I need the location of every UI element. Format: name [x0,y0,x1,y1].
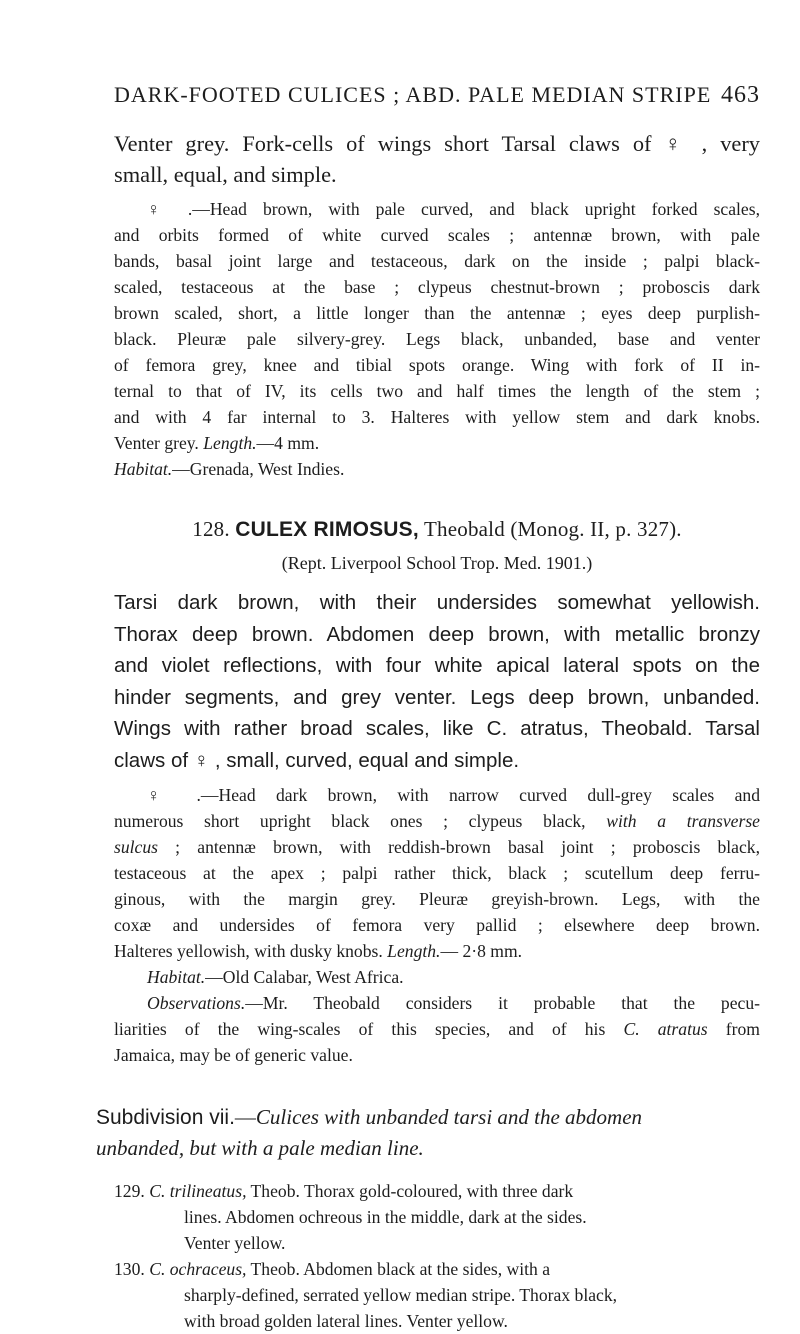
text-line [114,990,760,1016]
text-line: and orbits formed of white curved scales ; antennæ brown, with pale [114,225,760,245]
female-description-2 [114,782,760,1068]
species-reference: (Rept. Liverpool School Trop. Med. 1901.) [281,553,593,573]
text-line: ♀ .—Head dark brown, with narrow curved dull-grey scales and [147,785,760,805]
running-head [114,82,760,118]
text-line: sharply-defined, serrated yellow median stripe. Thorax black, [184,1285,618,1305]
text-line: black. Pleuræ pale silvery-grey. Legs black, unbanded, base and venter [114,329,760,349]
length-label: Length. [387,941,441,961]
text-line [114,834,760,860]
species-name: CULEX RIMOSUS, [235,518,419,541]
subdivision-title: Culices with unbanded tarsi and the abdomen [255,1105,643,1129]
observations-label: Observations. [147,993,246,1013]
text-line: claws of ♀ , small, curved, equal and simple. [114,748,520,772]
text-line: brown scaled, short, a little longer than the antennæ ; eyes deep purplish- [114,303,760,323]
habitat-label: Habitat. [147,967,206,987]
italic-run: with a transverse [606,811,760,831]
page-number: 463 [721,82,760,108]
text-line: of femora grey, knee and tibial spots orange. Wing with fork of II in- [114,355,760,375]
species-number: 128. [192,517,230,541]
text-line: hinder segments, and grey venter. Legs deep brown, unbanded. [114,685,760,709]
text-line: Jamaica, may be of generic value. [114,1045,353,1065]
text-line: testaceous at the apex ; palpi rather thick, black ; scutellum deep ferru- [114,863,760,883]
text-line [114,808,760,834]
text-line: ♀ .—Head brown, with pale curved, and black upright forked scales, [147,199,760,219]
text-line [114,1016,760,1042]
text-line [114,938,760,964]
item-number: 130. [114,1259,145,1279]
species-heading-128 [114,512,760,547]
running-head-title: DARK-FOOTED CULICES ; ABD. PALE MEDIAN STRIPE [114,82,712,107]
text-run: numerous short upright black ones ; clypeus black, [114,811,607,831]
text-line [96,1133,760,1164]
text-line: Venter yellow. [184,1233,286,1253]
italic-run: C. atratus [623,1019,708,1039]
text-run: Halteres yellowish, with dusky knobs. [114,941,388,961]
text-line: Tarsi dark brown, with their undersides somewhat yellowish. [114,591,760,614]
species-authority: Theobald (Monog. II, p. 327). [424,517,682,541]
subdivision-label: Subdivision vii. [96,1106,235,1129]
text-line: Venter grey. Fork-cells of wings short Tarsal claws of ♀ , very [114,131,760,156]
species-name: C. ochraceus, [149,1259,247,1279]
habitat-value: —Old Calabar, West Africa. [205,967,404,987]
text-line [114,430,760,456]
length-value: —4 mm. [256,433,320,453]
dash: — [234,1105,256,1129]
text-line: Wings with rather broad scales, like C. atratus, Theobald. Tarsal [114,717,760,740]
text-line [96,1102,760,1133]
text-line: Thorax deep brown. Abdomen deep brown, with metallic bronzy [114,622,760,646]
text-line: lines. Abdomen ochreous in the middle, dark at the sides. [184,1207,587,1227]
text-line: ginous, with the margin grey. Pleuræ greyish-brown. Legs, with the [114,889,760,909]
text-line [114,964,760,990]
item-number: 129. [114,1181,145,1201]
text-run: ; antennæ brown, with reddish-brown basal joint ; proboscis black, [157,837,760,857]
text-line: ternal to that of IV, its cells two and half times the length of the stem ; [114,381,760,401]
text-line: coxæ and undersides of femora very pallid ; elsewhere deep brown. [114,915,760,935]
text-run: —Mr. Theobald considers it probable that the pecu- [245,993,760,1013]
habitat-label: Habitat. [114,459,173,479]
text-line: and violet reflections, with four white apical lateral spots on the [114,654,760,677]
habitat-value: —Grenada, West Indies. [172,459,345,479]
female-description-1 [114,196,760,482]
description-128 [114,587,760,776]
text-line: small, equal, and simple. [114,162,337,187]
subdivision-title: unbanded, but with a pale median line. [96,1136,424,1160]
text-run: Theob. Abdomen black at the sides, with a [246,1259,551,1279]
intro-paragraph [81,128,760,190]
text-line: and with 4 far internal to 3. Halteres with yellow stem and dark knobs. [114,407,760,427]
text-line: scaled, testaceous at the base ; clypeus chestnut-brown ; proboscis dark [114,277,760,297]
text-run: Theob. Thorax gold-coloured, with three dark [246,1181,574,1201]
venter-text: Venter grey. [114,433,199,453]
text-line: bands, basal joint large and testaceous, dark on the inside ; palpi black- [114,251,760,271]
text-run: from [707,1019,760,1039]
page-body [96,128,760,1334]
text-line: with broad golden lateral lines. Venter yellow. [184,1311,508,1331]
italic-run: sulcus [114,837,158,857]
list-item [114,1178,760,1256]
text-line [114,456,760,482]
species-name: C. trilineatus, [149,1181,247,1201]
list-item [114,1256,760,1334]
length-label: Length. [203,433,257,453]
text-run: liarities of the wing-scales of this species, and of his [114,1019,624,1039]
length-value: — 2·8 mm. [440,941,523,961]
subdivision-heading [96,1102,760,1164]
